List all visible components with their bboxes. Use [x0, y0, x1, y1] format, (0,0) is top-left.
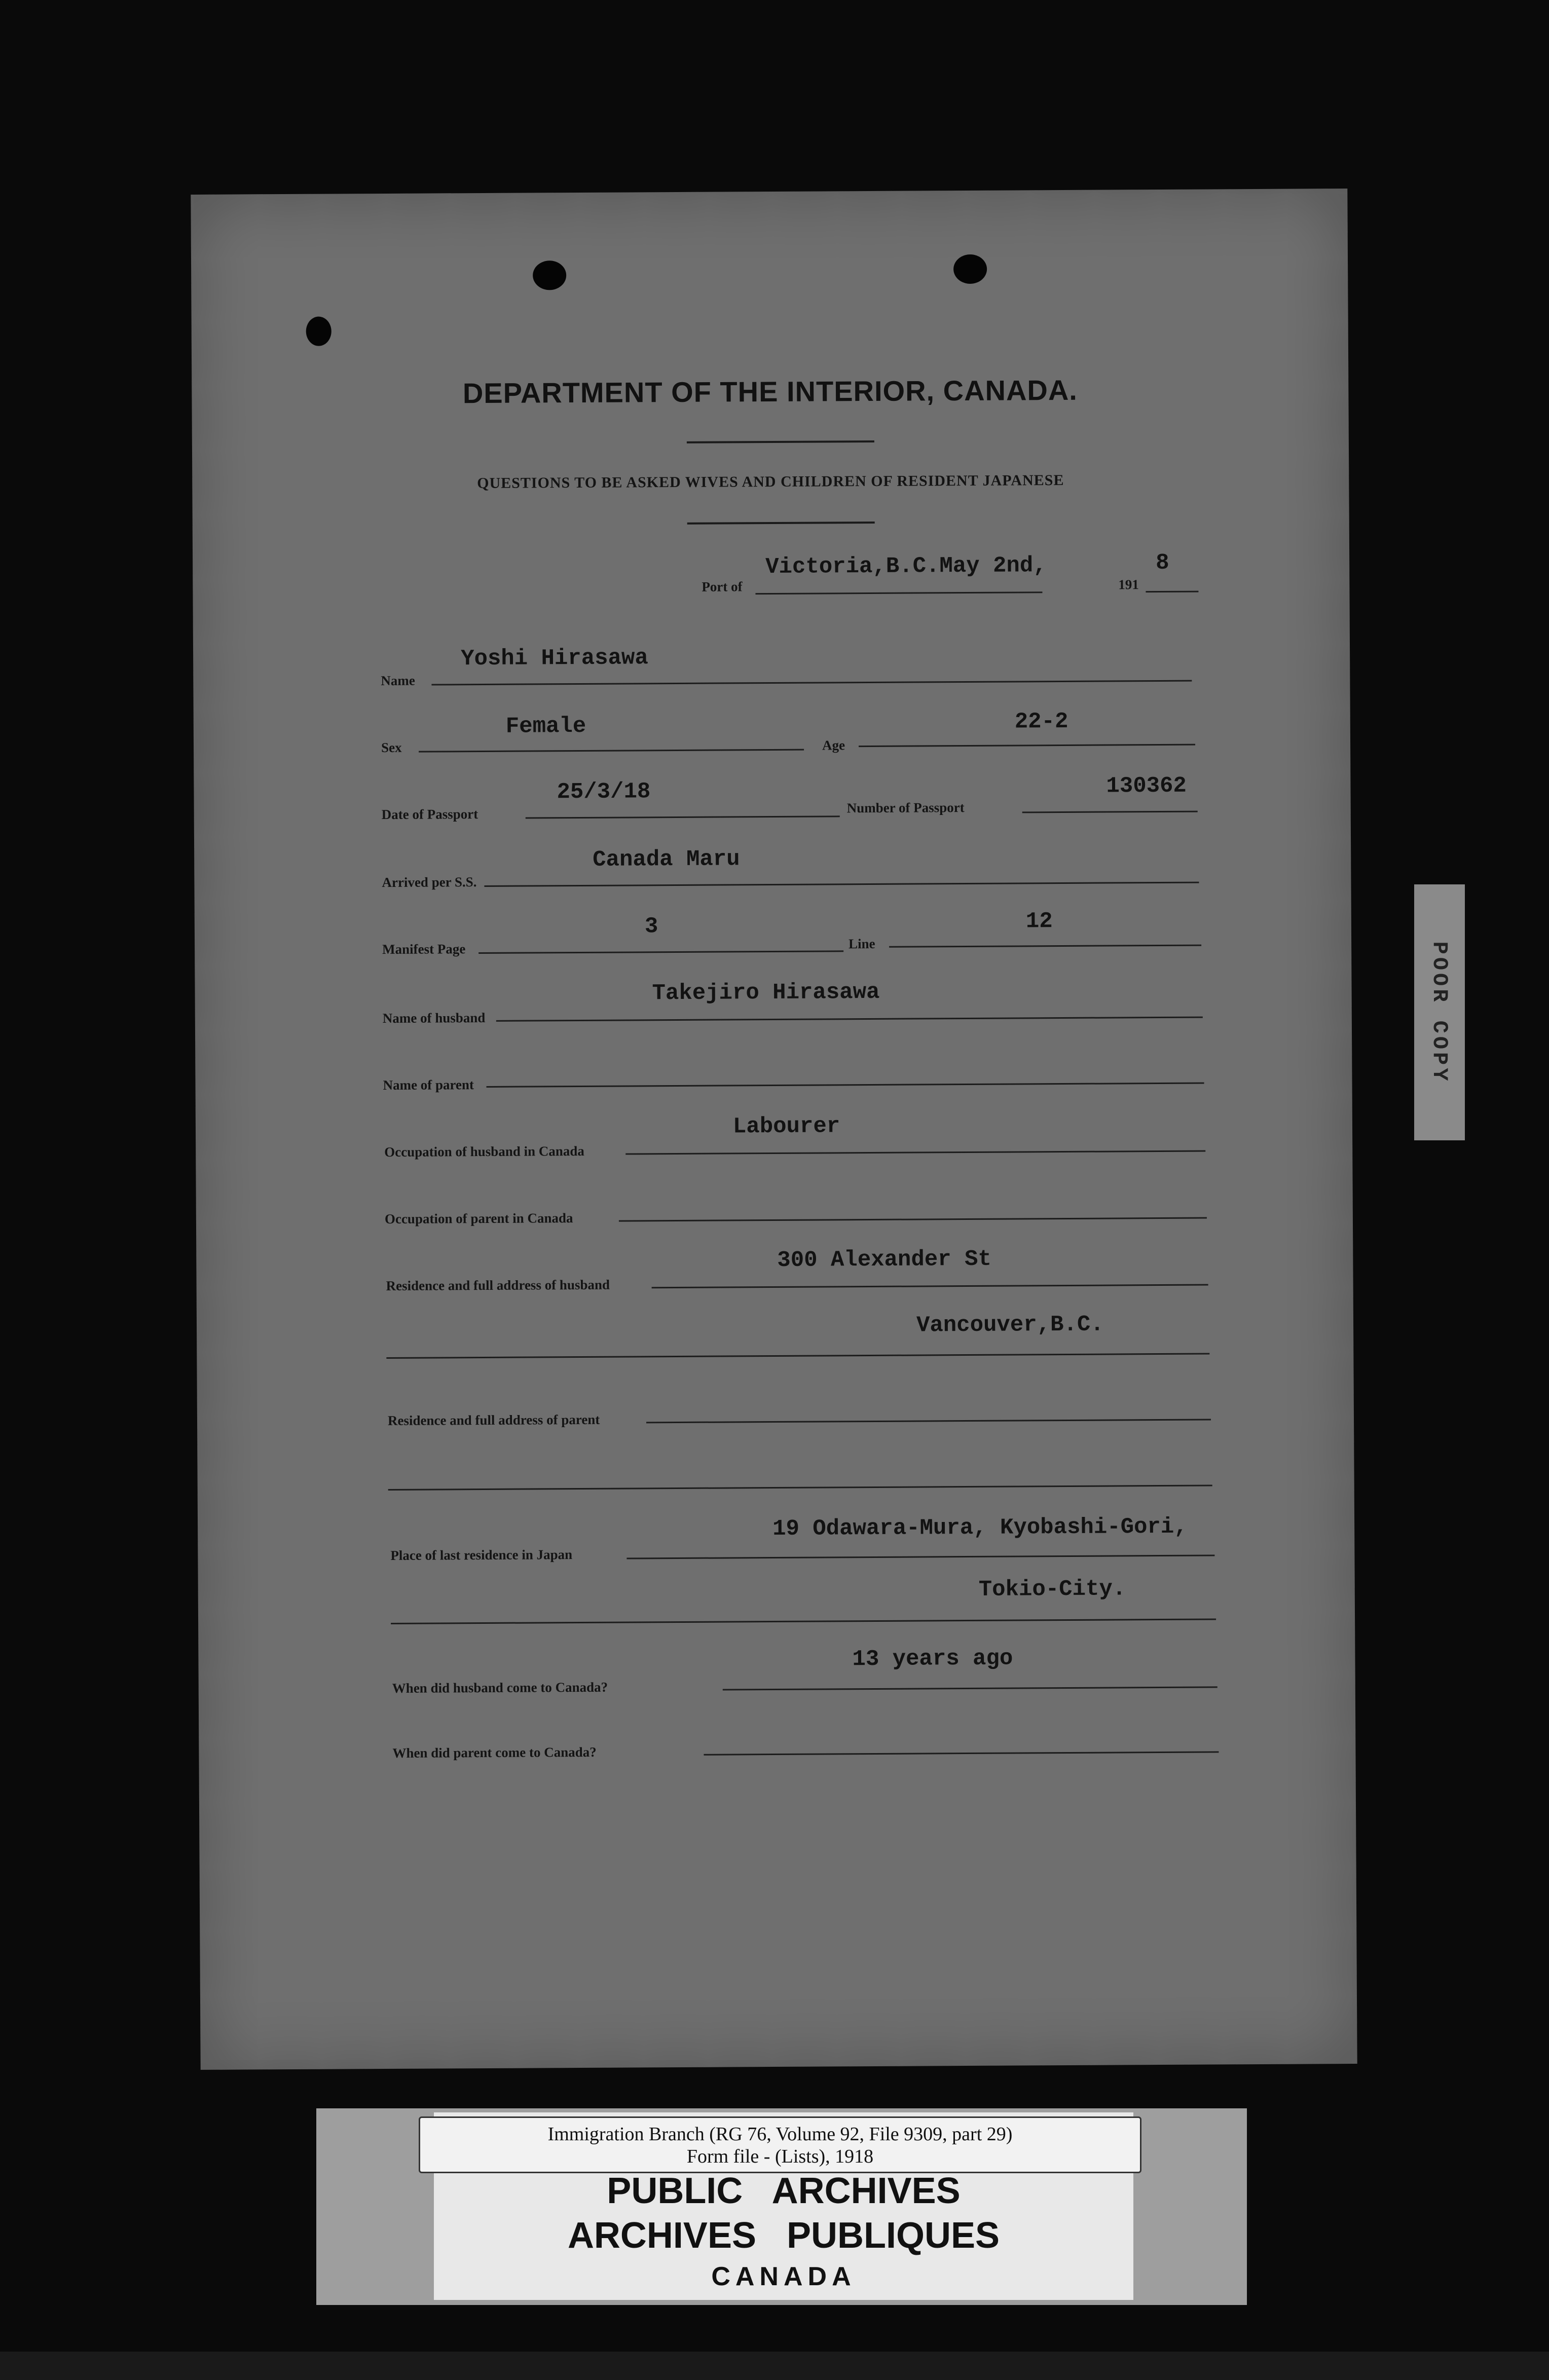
archive-reference-line-2: Form file - (Lists), 1918: [686, 2146, 874, 2167]
poor-copy-text: POOR COPY: [1427, 941, 1452, 1084]
residence-husband-label: Residence and full address of husband: [386, 1277, 610, 1294]
line-label: Line: [849, 936, 875, 952]
occupation-parent-line: [619, 1217, 1207, 1222]
parent-came-label: When did parent come to Canada?: [392, 1744, 597, 1761]
line-line: [889, 945, 1201, 948]
manifest-page-label: Manifest Page: [382, 941, 466, 957]
archive-line-2: ARCHIVES PUBLIQUES: [567, 2215, 1000, 2256]
last-residence-value-2: Tokio-City.: [978, 1576, 1126, 1603]
last-residence-label: Place of last residence in Japan: [390, 1547, 573, 1563]
punch-hole: [306, 317, 331, 346]
poor-copy-tab: [1414, 884, 1465, 1140]
port-label: Port of: [702, 579, 743, 594]
line-value: 12: [1025, 909, 1053, 935]
number-of-passport-line: [1022, 811, 1198, 813]
manifest-page-value: 3: [644, 914, 658, 940]
sex-line: [419, 749, 804, 753]
manifest-page-line: [478, 950, 843, 954]
number-of-passport-label: Number of Passport: [846, 800, 965, 816]
archive-reference-box: [419, 2116, 1141, 2173]
arrived-per-value: Canada Maru: [593, 846, 740, 873]
age-line: [859, 744, 1195, 747]
residence-husband-line-2: [386, 1353, 1209, 1359]
port-value: Victoria,B.C.May 2nd,: [765, 553, 1047, 580]
punch-hole: [533, 261, 566, 290]
name-of-parent-label: Name of parent: [383, 1077, 474, 1093]
archive-line-3: CANADA: [711, 2262, 856, 2291]
arrived-per-line: [484, 882, 1199, 887]
archive-line-1: PUBLIC ARCHIVES: [607, 2171, 961, 2211]
arrived-per-label: Arrived per S.S.: [382, 874, 477, 890]
title-divider: [687, 440, 874, 443]
residence-parent-line: [646, 1419, 1211, 1423]
name-line: [431, 680, 1192, 686]
residence-husband-line: [652, 1284, 1208, 1289]
sex-label: Sex: [381, 739, 402, 756]
age-label: Age: [822, 737, 845, 753]
husband-came-value: 13 years ago: [852, 1646, 1013, 1672]
name-of-parent-line: [487, 1083, 1204, 1088]
residence-parent-label: Residence and full address of parent: [387, 1411, 600, 1428]
punch-hole: [953, 254, 987, 284]
sex-value: Female: [505, 713, 586, 739]
name-label: Name: [381, 673, 415, 689]
last-residence-line: [626, 1554, 1214, 1559]
date-of-passport-label: Date of Passport: [381, 806, 478, 823]
name-of-husband-line: [496, 1017, 1203, 1022]
date-of-passport-line: [526, 815, 840, 819]
name-of-husband-value: Takejiro Hirasawa: [652, 979, 880, 1007]
residence-husband-value-2: Vancouver,B.C.: [916, 1312, 1104, 1338]
occupation-husband-value: Labourer: [732, 1113, 840, 1140]
name-of-husband-label: Name of husband: [382, 1010, 486, 1026]
form-title: DEPARTMENT OF THE INTERIOR, CANADA.: [462, 374, 1078, 410]
residence-parent-line-2: [388, 1484, 1212, 1491]
residence-husband-value: 300 Alexander St: [777, 1246, 991, 1273]
occupation-husband-line: [625, 1150, 1205, 1155]
port-line: [755, 591, 1042, 594]
year-prefix: 191: [1118, 577, 1139, 592]
name-value: Yoshi Hirasawa: [461, 645, 648, 672]
subtitle-divider: [687, 522, 875, 525]
date-of-passport-value: 25/3/18: [557, 779, 651, 805]
parent-came-line: [704, 1751, 1219, 1755]
occupation-parent-label: Occupation of parent in Canada: [384, 1210, 573, 1227]
age-value: 22-2: [1014, 709, 1068, 735]
number-of-passport-value: 130362: [1106, 773, 1187, 799]
last-residence-line-2: [391, 1618, 1216, 1624]
form-subtitle: QUESTIONS TO BE ASKED WIVES AND CHILDREN OF RESIDENT JAPANESE: [477, 471, 1064, 492]
husband-came-label: When did husband come to Canada?: [392, 1679, 608, 1696]
film-edge: [0, 2352, 1549, 2380]
husband-came-line: [723, 1686, 1218, 1690]
year-digit: 8: [1156, 550, 1169, 576]
occupation-husband-label: Occupation of husband in Canada: [384, 1143, 584, 1160]
last-residence-value: 19 Odawara-Mura, Kyobashi-Gori,: [772, 1514, 1188, 1542]
form-document: [191, 189, 1357, 2070]
year-line: [1146, 591, 1198, 593]
archive-reference-line-1: Immigration Branch (RG 76, Volume 92, File 9309, part 29): [547, 2124, 1013, 2145]
